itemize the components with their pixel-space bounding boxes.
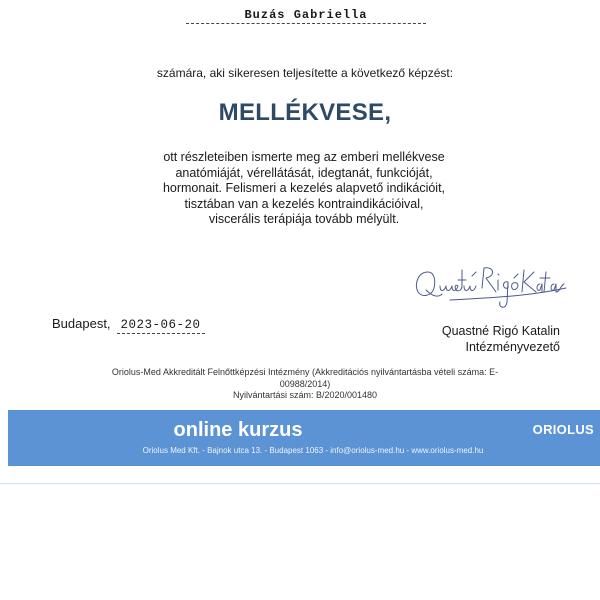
description-line: viscerális terápiája tovább mélyült. [208, 212, 400, 226]
institution-line: Oriolus-Med Akkreditált Felnőttképzési Intézmény (Akkreditációs nyilvántartásba vételi száma: E-00988/2014) [111, 367, 499, 389]
handwritten-signature [410, 258, 570, 320]
description-line: tisztában van a kezelés kontraindikációival, [184, 196, 424, 211]
place-label: Budapest, [52, 316, 111, 331]
description-line: anatómiáját, vérellátását, idegtanát, funkcióját, [175, 165, 433, 180]
course-banner [8, 410, 600, 466]
issue-date: 2023-06-20 [117, 318, 205, 334]
banner-address: Oriolus Med Kft. - Bajnok utca 13. - Budapest 1063 - info@oriolus-med.hu - www.oriolus-med.hu [142, 446, 484, 455]
registration-number: Nyilvántartási szám: B/2020/001480 [232, 390, 378, 400]
signer-name: Quastné Rigó Katalin [441, 324, 560, 338]
intro-text: számára, aki sikeresen teljesítette a következő képzést: [156, 66, 454, 80]
signer-block [442, 323, 560, 355]
divider [0, 483, 600, 484]
description-line: hormonait. Felismeri a kezelés alapvető indikációit, [162, 181, 446, 195]
recipient-name: Buzás Gabriella [186, 8, 426, 24]
institution-info [90, 367, 520, 402]
place-date [52, 316, 205, 334]
brand-logo: ORIOLUS [532, 422, 594, 437]
description-line: ott részleteiben ismerte meg az emberi mellékvese [163, 150, 445, 164]
signer-title: Intézményvezető [465, 340, 560, 354]
course-title: MELLÉKVESE, [218, 99, 392, 126]
banner-title: online kurzus [173, 419, 303, 441]
course-description [120, 150, 488, 228]
